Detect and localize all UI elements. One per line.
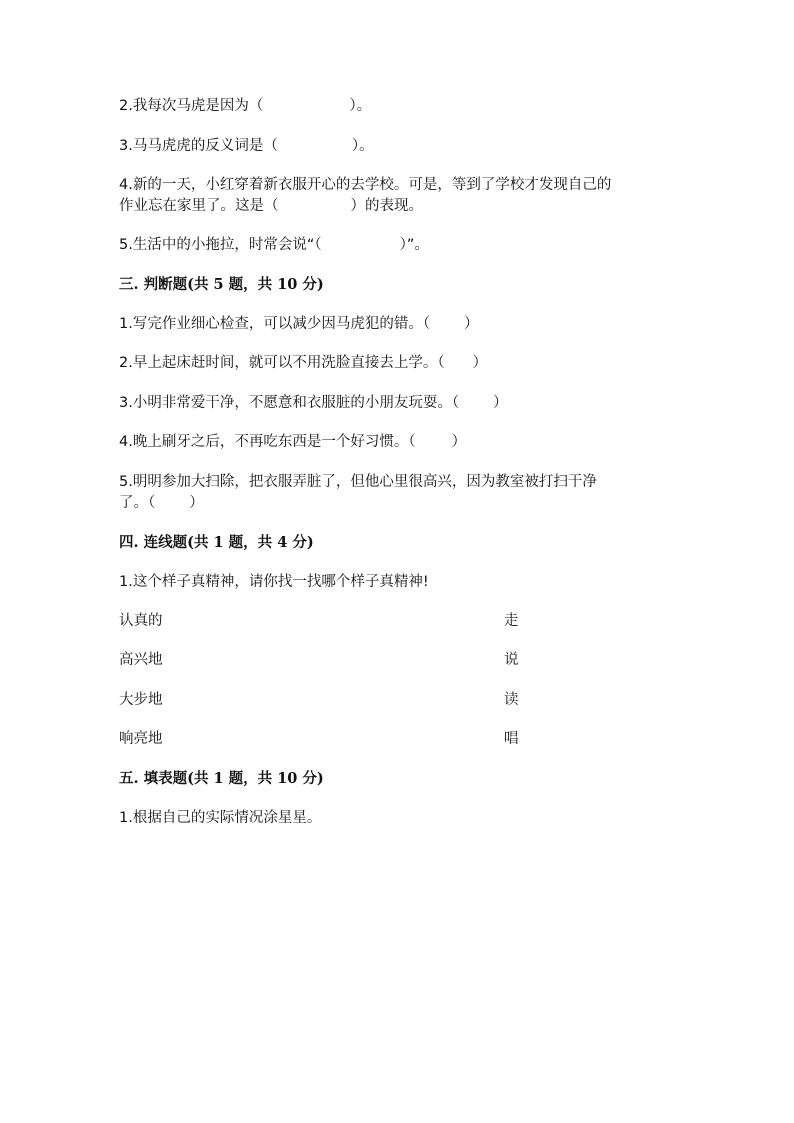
match-left-item-1[interactable]: 认真的	[119, 613, 163, 629]
section-3-heading: 三. 判断题(共 5 题，共 10 分)	[119, 276, 324, 293]
match-right-item-1[interactable]: 走	[504, 613, 519, 629]
match-left-item-4[interactable]: 响亮地	[119, 731, 163, 747]
match-question-1: 1.这个样子真精神，请你找一找哪个样子真精神!	[119, 574, 429, 590]
match-right-item-2[interactable]: 说	[504, 652, 519, 668]
judge-question-4: 4.晚上刷牙之后，不再吃东西是一个好习惯。（ ）	[119, 434, 467, 450]
match-left-item-3[interactable]: 大步地	[119, 692, 163, 708]
question-2-4-line1: 4.新的一天，小红穿着新衣服开心的去学校。可是，等到了学校才发现自己的	[119, 177, 612, 193]
judge-question-2: 2.早上起床赶时间，就可以不用洗脸直接去上学。（ ）	[119, 355, 488, 371]
question-2-5: 5.生活中的小拖拉，时常会说“（ ）”。	[119, 237, 429, 253]
question-2-4-line2: 作业忘在家里了。这是（ ）的表现。	[119, 198, 423, 214]
section-4-heading: 四. 连线题(共 1 题，共 4 分)	[119, 534, 314, 551]
match-right-item-4[interactable]: 唱	[504, 731, 519, 747]
question-2-3: 3.马马虎虎的反义词是（ ）。	[119, 138, 374, 154]
judge-question-5-line2: 了。（ ）	[119, 495, 204, 511]
match-right-item-3[interactable]: 读	[504, 692, 519, 708]
judge-question-1: 1.写完作业细心检查，可以减少因马虎犯的错。（ ）	[119, 316, 479, 332]
judge-question-3: 3.小明非常爱干净，不愿意和衣服脏的小朋友玩耍。（ ）	[119, 395, 508, 411]
match-left-item-2[interactable]: 高兴地	[119, 652, 163, 668]
section-5-heading: 五. 填表题(共 1 题，共 10 分)	[119, 770, 324, 787]
table-question-1: 1.根据自己的实际情况涂星星。	[119, 810, 322, 826]
question-2-2: 2.我每次马虎是因为（ ）。	[119, 98, 372, 114]
judge-question-5-line1: 5.明明参加大扫除，把衣服弄脏了，但他心里很高兴，因为教室被打扫干净	[119, 474, 597, 490]
